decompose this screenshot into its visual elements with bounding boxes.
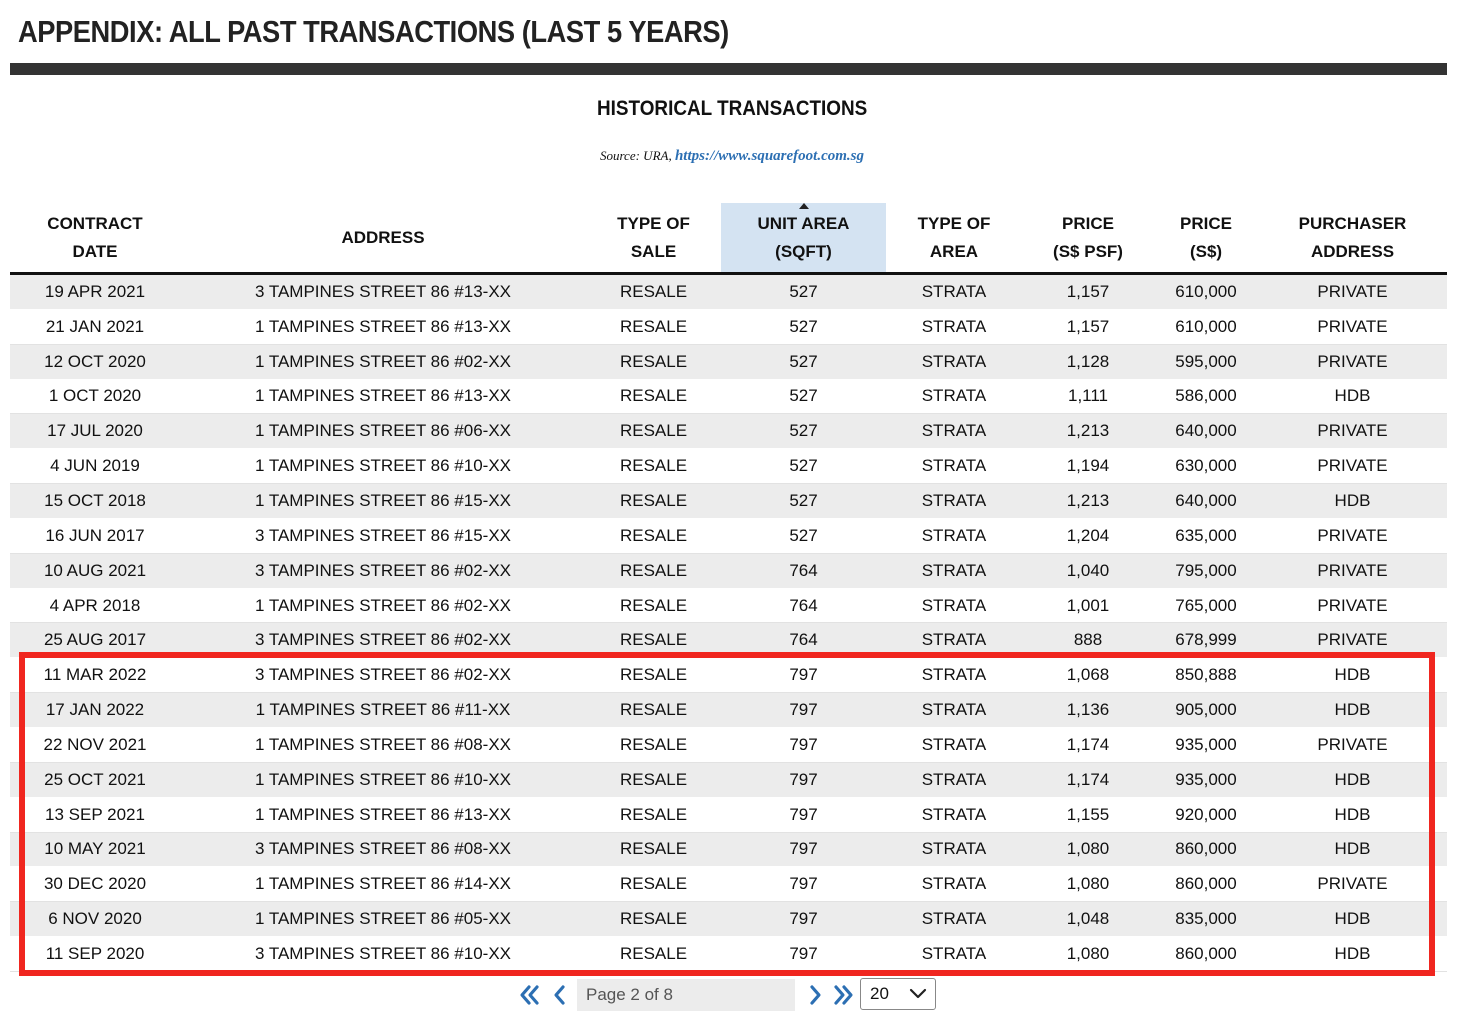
cell-type-of-area: STRATA: [886, 727, 1022, 762]
col-header-unit-area[interactable]: UNIT AREA (SQFT): [721, 203, 886, 274]
cell-address: 1 TAMPINES STREET 86 #11-XX: [180, 693, 586, 728]
cell-purchaser-address: PRIVATE: [1258, 309, 1447, 344]
cell-type-of-area: STRATA: [886, 762, 1022, 797]
cell-price: 640,000: [1154, 484, 1258, 519]
cell-unit-area: 797: [721, 727, 886, 762]
next-page-icon[interactable]: [803, 981, 829, 1009]
table-row[interactable]: [10, 797, 1447, 832]
cell-type-of-area: STRATA: [886, 553, 1022, 588]
table-row[interactable]: [10, 727, 1447, 762]
cell-type-of-area: STRATA: [886, 867, 1022, 902]
page-size-value: 20: [870, 984, 889, 1003]
cell-purchaser-address: HDB: [1258, 379, 1447, 414]
cell-price-psf: 1,080: [1022, 832, 1154, 867]
cell-address: 3 TAMPINES STREET 86 #10-XX: [180, 937, 586, 972]
cell-address: 1 TAMPINES STREET 86 #13-XX: [180, 309, 586, 344]
col-header-type-of-area[interactable]: TYPE OF AREA: [886, 203, 1022, 274]
cell-price: 678,999: [1154, 623, 1258, 658]
cell-unit-area: 527: [721, 379, 886, 414]
cell-type-of-sale: RESALE: [586, 693, 721, 728]
cell-contract-date: 13 SEP 2021: [10, 797, 180, 832]
cell-type-of-sale: RESALE: [586, 762, 721, 797]
cell-price: 795,000: [1154, 553, 1258, 588]
table-row[interactable]: [10, 623, 1447, 658]
cell-price-psf: 1,048: [1022, 902, 1154, 937]
cell-price-psf: 1,155: [1022, 797, 1154, 832]
cell-price-psf: 1,040: [1022, 553, 1154, 588]
cell-unit-area: 797: [721, 762, 886, 797]
cell-contract-date: 4 APR 2018: [10, 588, 180, 623]
cell-price: 835,000: [1154, 902, 1258, 937]
table-row[interactable]: [10, 937, 1447, 972]
cell-price: 850,888: [1154, 658, 1258, 693]
cell-price: 630,000: [1154, 449, 1258, 484]
cell-purchaser-address: HDB: [1258, 937, 1447, 972]
cell-price-psf: 1,213: [1022, 414, 1154, 449]
cell-unit-area: 527: [721, 414, 886, 449]
sort-ascending-icon: [799, 203, 809, 209]
cell-price: 920,000: [1154, 797, 1258, 832]
cell-price: 905,000: [1154, 693, 1258, 728]
cell-type-of-sale: RESALE: [586, 309, 721, 344]
table-row[interactable]: [10, 658, 1447, 693]
cell-purchaser-address: HDB: [1258, 832, 1447, 867]
cell-type-of-area: STRATA: [886, 414, 1022, 449]
cell-contract-date: 10 MAY 2021: [10, 832, 180, 867]
cell-purchaser-address: HDB: [1258, 658, 1447, 693]
cell-price: 860,000: [1154, 937, 1258, 972]
cell-price: 935,000: [1154, 762, 1258, 797]
table-row[interactable]: [10, 588, 1447, 623]
cell-type-of-area: STRATA: [886, 449, 1022, 484]
page-size-select[interactable]: [860, 978, 936, 1010]
table-row[interactable]: [10, 379, 1447, 414]
table-row[interactable]: [10, 693, 1447, 728]
cell-price-psf: 1,136: [1022, 693, 1154, 728]
cell-unit-area: 764: [721, 623, 886, 658]
cell-type-of-sale: RESALE: [586, 937, 721, 972]
table-row[interactable]: [10, 414, 1447, 449]
cell-price: 595,000: [1154, 344, 1258, 379]
cell-unit-area: 797: [721, 693, 886, 728]
title-rule: [10, 63, 1447, 75]
cell-purchaser-address: HDB: [1258, 797, 1447, 832]
cell-type-of-area: STRATA: [886, 832, 1022, 867]
cell-price: 935,000: [1154, 727, 1258, 762]
cell-purchaser-address: PRIVATE: [1258, 449, 1447, 484]
table-row[interactable]: [10, 867, 1447, 902]
cell-type-of-area: STRATA: [886, 344, 1022, 379]
table-row[interactable]: [10, 832, 1447, 867]
pagination: [0, 977, 1464, 1013]
cell-price: 765,000: [1154, 588, 1258, 623]
cell-purchaser-address: PRIVATE: [1258, 344, 1447, 379]
cell-address: 1 TAMPINES STREET 86 #13-XX: [180, 797, 586, 832]
col-header-purchaser-address[interactable]: PURCHASER ADDRESS: [1258, 203, 1447, 274]
cell-type-of-sale: RESALE: [586, 797, 721, 832]
col-header-price-psf[interactable]: PRICE (S$ PSF): [1022, 203, 1154, 274]
cell-price-psf: 1,213: [1022, 484, 1154, 519]
cell-purchaser-address: HDB: [1258, 484, 1447, 519]
cell-price-psf: 1,174: [1022, 727, 1154, 762]
cell-type-of-sale: RESALE: [586, 902, 721, 937]
cell-address: 1 TAMPINES STREET 86 #06-XX: [180, 414, 586, 449]
table-title-text: HISTORICAL TRANSACTIONS: [596, 97, 868, 120]
cell-price-psf: 1,157: [1022, 274, 1154, 310]
table-row[interactable]: [10, 344, 1447, 379]
cell-unit-area: 797: [721, 867, 886, 902]
cell-unit-area: 764: [721, 553, 886, 588]
cell-unit-area: 527: [721, 518, 886, 553]
cell-contract-date: 12 OCT 2020: [10, 344, 180, 379]
table-row[interactable]: [10, 762, 1447, 797]
cell-contract-date: 25 OCT 2021: [10, 762, 180, 797]
cell-contract-date: 30 DEC 2020: [10, 867, 180, 902]
cell-type-of-sale: RESALE: [586, 623, 721, 658]
source-link[interactable]: https://www.squarefoot.com.sg: [674, 148, 865, 164]
cell-unit-area: 797: [721, 937, 886, 972]
cell-unit-area: 797: [721, 658, 886, 693]
table-row[interactable]: [10, 274, 1447, 310]
table-row[interactable]: [10, 484, 1447, 519]
source-line: [0, 148, 1464, 165]
cell-contract-date: 25 AUG 2017: [10, 623, 180, 658]
cell-type-of-sale: RESALE: [586, 344, 721, 379]
page-info: Page 2 of 8: [577, 979, 795, 1011]
cell-contract-date: 11 SEP 2020: [10, 937, 180, 972]
cell-type-of-area: STRATA: [886, 484, 1022, 519]
col-header-price[interactable]: PRICE (S$): [1154, 203, 1258, 274]
cell-price-psf: 1,001: [1022, 588, 1154, 623]
cell-address: 1 TAMPINES STREET 86 #10-XX: [180, 449, 586, 484]
cell-address: 3 TAMPINES STREET 86 #15-XX: [180, 518, 586, 553]
transactions-body: [10, 274, 1447, 972]
col-header-type-of-sale[interactable]: TYPE OF SALE: [586, 203, 721, 274]
cell-unit-area: 527: [721, 484, 886, 519]
cell-address: 3 TAMPINES STREET 86 #02-XX: [180, 623, 586, 658]
table-row[interactable]: [10, 518, 1447, 553]
cell-address: 1 TAMPINES STREET 86 #08-XX: [180, 727, 586, 762]
cell-address: 1 TAMPINES STREET 86 #05-XX: [180, 902, 586, 937]
cell-price: 860,000: [1154, 867, 1258, 902]
table-title: [0, 97, 1464, 121]
cell-type-of-area: STRATA: [886, 274, 1022, 310]
cell-unit-area: 527: [721, 274, 886, 310]
cell-purchaser-address: PRIVATE: [1258, 553, 1447, 588]
cell-type-of-sale: RESALE: [586, 274, 721, 310]
table-row[interactable]: [10, 553, 1447, 588]
cell-price: 635,000: [1154, 518, 1258, 553]
cell-address: 1 TAMPINES STREET 86 #14-XX: [180, 867, 586, 902]
cell-unit-area: 527: [721, 344, 886, 379]
cell-type-of-area: STRATA: [886, 658, 1022, 693]
transactions-table: [10, 203, 1447, 972]
cell-price-psf: 1,068: [1022, 658, 1154, 693]
cell-address: 3 TAMPINES STREET 86 #02-XX: [180, 553, 586, 588]
cell-type-of-sale: RESALE: [586, 518, 721, 553]
cell-price: 610,000: [1154, 274, 1258, 310]
cell-price-psf: 1,204: [1022, 518, 1154, 553]
cell-price-psf: 1,174: [1022, 762, 1154, 797]
cell-contract-date: 6 NOV 2020: [10, 902, 180, 937]
cell-type-of-area: STRATA: [886, 623, 1022, 658]
cell-price-psf: 1,157: [1022, 309, 1154, 344]
cell-contract-date: 10 AUG 2021: [10, 553, 180, 588]
col-header-address[interactable]: ADDRESS: [180, 203, 586, 274]
table-row[interactable]: [10, 902, 1447, 937]
cell-purchaser-address: PRIVATE: [1258, 727, 1447, 762]
cell-purchaser-address: PRIVATE: [1258, 867, 1447, 902]
cell-type-of-sale: RESALE: [586, 832, 721, 867]
cell-contract-date: 22 NOV 2021: [10, 727, 180, 762]
cell-unit-area: 797: [721, 832, 886, 867]
cell-contract-date: 17 JAN 2022: [10, 693, 180, 728]
cell-type-of-sale: RESALE: [586, 658, 721, 693]
cell-price-psf: 1,080: [1022, 937, 1154, 972]
table-row[interactable]: [10, 309, 1447, 344]
appendix-title: APPENDIX: ALL PAST TRANSACTIONS (LAST 5 YEARS): [18, 14, 729, 49]
chevron-down-icon: [909, 988, 927, 1000]
cell-contract-date: 16 JUN 2017: [10, 518, 180, 553]
cell-type-of-area: STRATA: [886, 937, 1022, 972]
first-page-icon[interactable]: [517, 981, 543, 1009]
cell-unit-area: 797: [721, 797, 886, 832]
cell-type-of-sale: RESALE: [586, 484, 721, 519]
cell-price-psf: 1,128: [1022, 344, 1154, 379]
cell-purchaser-address: HDB: [1258, 762, 1447, 797]
cell-contract-date: 19 APR 2021: [10, 274, 180, 310]
cell-type-of-area: STRATA: [886, 588, 1022, 623]
header-row: [10, 203, 1447, 274]
cell-price: 640,000: [1154, 414, 1258, 449]
cell-purchaser-address: PRIVATE: [1258, 518, 1447, 553]
cell-type-of-sale: RESALE: [586, 449, 721, 484]
prev-page-icon[interactable]: [546, 981, 572, 1009]
cell-price: 610,000: [1154, 309, 1258, 344]
cell-unit-area: 797: [721, 902, 886, 937]
cell-type-of-sale: RESALE: [586, 588, 721, 623]
cell-type-of-sale: RESALE: [586, 379, 721, 414]
cell-purchaser-address: HDB: [1258, 902, 1447, 937]
cell-address: 1 TAMPINES STREET 86 #02-XX: [180, 588, 586, 623]
cell-type-of-area: STRATA: [886, 797, 1022, 832]
cell-type-of-area: STRATA: [886, 379, 1022, 414]
source-prefix: Source: URA,: [599, 148, 675, 163]
cell-type-of-area: STRATA: [886, 309, 1022, 344]
cell-contract-date: 1 OCT 2020: [10, 379, 180, 414]
cell-contract-date: 21 JAN 2021: [10, 309, 180, 344]
cell-price: 860,000: [1154, 832, 1258, 867]
cell-type-of-area: STRATA: [886, 693, 1022, 728]
cell-price-psf: 888: [1022, 623, 1154, 658]
cell-purchaser-address: PRIVATE: [1258, 623, 1447, 658]
cell-purchaser-address: HDB: [1258, 693, 1447, 728]
cell-price-psf: 1,194: [1022, 449, 1154, 484]
last-page-icon[interactable]: [830, 981, 856, 1009]
cell-unit-area: 527: [721, 309, 886, 344]
cell-address: 1 TAMPINES STREET 86 #02-XX: [180, 344, 586, 379]
cell-purchaser-address: PRIVATE: [1258, 414, 1447, 449]
cell-type-of-sale: RESALE: [586, 414, 721, 449]
table-row[interactable]: [10, 449, 1447, 484]
cell-contract-date: 4 JUN 2019: [10, 449, 180, 484]
cell-contract-date: 11 MAR 2022: [10, 658, 180, 693]
cell-type-of-sale: RESALE: [586, 727, 721, 762]
cell-address: 3 TAMPINES STREET 86 #02-XX: [180, 658, 586, 693]
cell-price-psf: 1,080: [1022, 867, 1154, 902]
cell-address: 1 TAMPINES STREET 86 #13-XX: [180, 379, 586, 414]
cell-purchaser-address: PRIVATE: [1258, 588, 1447, 623]
cell-price: 586,000: [1154, 379, 1258, 414]
cell-type-of-area: STRATA: [886, 518, 1022, 553]
cell-address: 3 TAMPINES STREET 86 #08-XX: [180, 832, 586, 867]
cell-purchaser-address: PRIVATE: [1258, 274, 1447, 310]
cell-type-of-area: STRATA: [886, 902, 1022, 937]
cell-address: 1 TAMPINES STREET 86 #10-XX: [180, 762, 586, 797]
cell-type-of-sale: RESALE: [586, 553, 721, 588]
cell-price-psf: 1,111: [1022, 379, 1154, 414]
col-header-contract-date[interactable]: CONTRACT DATE: [10, 203, 180, 274]
cell-unit-area: 764: [721, 588, 886, 623]
cell-unit-area: 527: [721, 449, 886, 484]
cell-type-of-sale: RESALE: [586, 867, 721, 902]
cell-contract-date: 15 OCT 2018: [10, 484, 180, 519]
cell-contract-date: 17 JUL 2020: [10, 414, 180, 449]
cell-address: 1 TAMPINES STREET 86 #15-XX: [180, 484, 586, 519]
cell-address: 3 TAMPINES STREET 86 #13-XX: [180, 274, 586, 310]
